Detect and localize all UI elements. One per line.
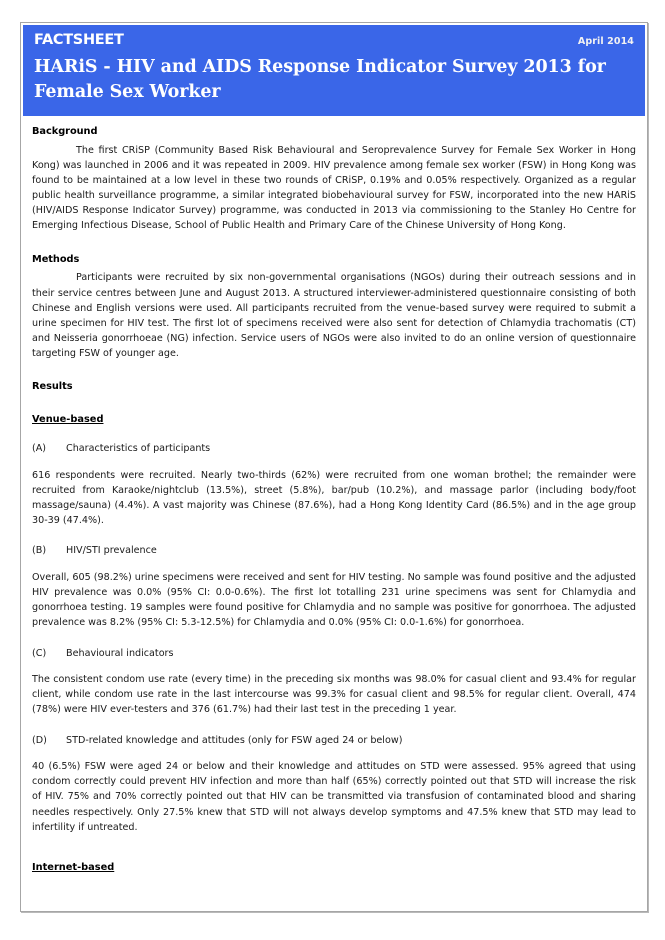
result-item-d-letter: (D) — [32, 734, 47, 746]
spacer — [32, 661, 636, 672]
factsheet-label: FACTSHEET — [34, 32, 124, 48]
result-item-c-title: Behavioural indicators — [66, 647, 174, 659]
result-item-b-heading — [32, 544, 636, 559]
result-item-a-letter: (A) — [32, 443, 47, 455]
banner-top-row — [34, 32, 634, 48]
heading-venue-based: Venue-based — [32, 414, 104, 426]
spacer — [32, 718, 636, 734]
heading-background: Background — [32, 125, 98, 137]
spacer — [32, 631, 636, 647]
result-item-a-heading — [32, 442, 636, 457]
result-item-d-heading — [32, 734, 636, 749]
paragraph-result-c: The consistent condom use rate (every time) in the preceding six months was 98.0% for casual client and 93.4% for regular client, while condom use rate in the last intercourse was 99.3% for casual client and 98.5% for regular client. Overall, 474 (78%) were HIV ever-testers and 376 (61.7%) had their last test in the preceding 1 year. — [32, 674, 636, 716]
paragraph-result-d: 40 (6.5%) FSW were aged 24 or below and their knowledge and attitudes on STD were assessed. 95% agreed that using condom correctly could prevent HIV infection and more than half (65%) correctly pointed out that STD will increase the risk of HIV. 75% and 70% correctly pointed out that HIV can be transmitted via transfusion of contaminated blood and sharing needles respectively. Only 27.5% knew that STD will not always develop symptoms and 47.5% knew that STD may lead to infertility if untreated. — [32, 761, 636, 833]
paragraph-methods: Participants were recruited by six non-governmental organisations (NGOs) during their outreach sessions and in their service centres between June and August 2013. A structured interviewer-administered questionnaire consisting of both Chinese and English versions were used. All participants recruited from the venue-based survey were required to submit a urine specimen for HIV test. The first lot of specimens received were also sent for detection of Chlamydia trachomatis (CT) and Neisseria gonorrhoeae (NG) infection. Service users of NGOs were also invited to do an online version of questionnaire targeting FSW of younger age. — [32, 272, 636, 360]
issue-date: April 2014 — [577, 36, 634, 47]
result-item-c-letter: (C) — [32, 647, 47, 659]
paragraph-result-b: Overall, 605 (98.2%) urine specimens were received and sent for HIV testing. No sample was found positive and the adjusted HIV prevalence was 0.0% (95% CI: 0.0-0.6%). The first lot totalling 231 urine specimens was sent for Chlamydia and gonorrhoea testing. 19 samples were found positive for Chlamydia and no sample was positive for gonorrhoea. The adjusted prevalence was 8.2% (95% CI: 5.3-12.5%) for Chlamydia and 0.0% (95% CI: 0.0-1.6%) for gonorrhoea. — [32, 571, 636, 629]
heading-results: Results — [32, 381, 73, 393]
spacer — [32, 528, 636, 544]
result-item-a-title: Characteristics of participants — [66, 443, 211, 455]
result-item-c-heading — [32, 647, 636, 662]
spacer — [32, 431, 636, 442]
heading-internet-based: Internet-based — [32, 861, 115, 873]
result-item-b-letter: (B) — [32, 545, 47, 557]
paragraph-result-a: 616 respondents were recruited. Nearly two-thirds (62%) were recruited from one woman brothel; the remainder were recruited from Karaoke/nightclub (13.5%), street (5.8%), bar/pub (10.2%), and massage parlor (including body/foot massage/sauna) (4.4%). A vast majority was Chinese (87.6%), had a Hong Kong Identity Card (86.5%) and in the age group 30-39 (47.4%). — [32, 469, 636, 527]
spacer — [32, 835, 636, 846]
spacer — [32, 559, 636, 570]
spacer — [32, 879, 636, 909]
result-item-b-title: HIV/STI prevalence — [66, 545, 157, 557]
heading-methods: Methods — [32, 253, 80, 265]
document-banner — [23, 25, 645, 116]
paragraph-background: The first CRiSP (Community Based Risk Behavioural and Seroprevalence Survey for Female Sex Worker in Hong Kong) was launched in 2006 and it was repeated in 2009. HIV prevalence among female sex worker (FSW) in Hong Kong was found to be maintained at a low level in these two rounds of CRiSP, 0.19% and 0.05% respectively. Organized as a regular public health surveillance programme, a similar integrated biobehavioural survey for FSW, incorporated into the new HARiS (HIV/AIDS Response Indicator Survey) programme, was conducted in 2013 via commissioning to the Stanley Ho Centre for Emerging Infectious Disease, School of Public Health and Primary Care of the Chinese University of Hong Kong. — [32, 144, 636, 232]
result-item-d-title: STD-related knowledge and attitudes (only for FSW aged 24 or below) — [66, 734, 403, 746]
spacer — [32, 234, 636, 253]
spacer — [32, 748, 636, 759]
spacer — [32, 457, 636, 468]
document-page — [20, 22, 648, 912]
document-body — [21, 116, 647, 909]
spacer — [32, 361, 636, 380]
document-title: HARiS - HIV and AIDS Response Indicator Survey 2013 for Female Sex Worker — [34, 57, 606, 102]
